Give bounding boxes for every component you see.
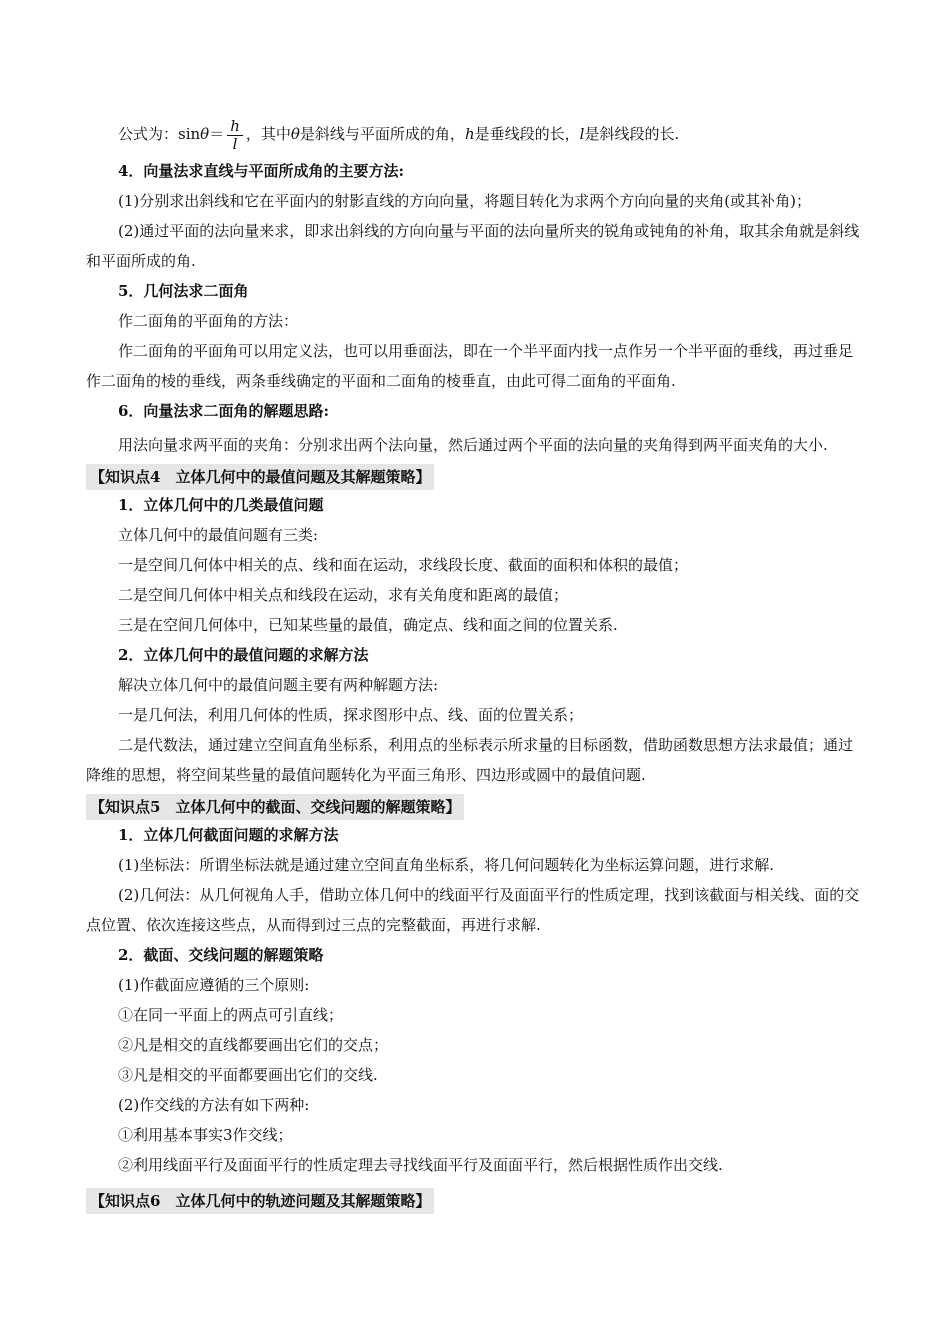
knowledge-point-6-title: 【知识点6 立体几何中的轨迹问题及其解题策略】 <box>86 1188 434 1214</box>
knowledge-point-6-title-bar <box>86 1184 866 1214</box>
kp4-line-6: 一是几何法，利用几何体的性质，探求图形中点、线、面的位置关系； <box>118 706 584 724</box>
sine-formula-line: 公式为：sinθ＝ $\frac{h}{l}$ ，其中θ是斜线与平面所成的角，h是垂线段的长，l是斜线段的长. <box>118 116 680 153</box>
kp4-line-2: 一是空间几何体中相关的点、线和面在运动，求线段长度、截面的面积和体积的最值； <box>118 556 689 574</box>
kp4-heading-1: 1．立体几何中的几类最值问题 <box>118 496 324 514</box>
section-4-heading: 4．向量法求直线与平面所成角的主要方法: <box>118 162 404 180</box>
section-4-para-1: (1)分别求出斜线和它在平面内的射影直线的方向向量，将题目转化为求两个方向向量的夹角(或其补角)； <box>118 192 811 210</box>
kp5-heading-1: 1．立体几何截面问题的求解方法 <box>118 826 339 844</box>
knowledge-point-4-title: 【知识点4 立体几何中的最值问题及其解题策略】 <box>86 464 434 490</box>
section-5-heading: 5．几何法求二面角 <box>118 282 249 300</box>
kp5-line-6: ③凡是相交的平面都要画出它们的交线. <box>118 1066 378 1084</box>
kp5-para-2: (2)几何法：从几何视角人手，借助立体几何中的线面平行及面面平行的性质定理，找到该截面与相关线、面的交点位置、依次连接这些点，从而得到过三点的完整截面，再进行求解. <box>86 886 860 934</box>
kp5-line-9: ②利用线面平行及面面平行的性质定理去寻找线面平行及面面平行，然后根据性质作出交线. <box>118 1156 723 1174</box>
knowledge-point-4-title-bar <box>86 460 866 490</box>
kp5-heading-2: 2．截面、交线问题的解题策略 <box>118 946 324 964</box>
kp4-heading-2: 2．立体几何中的最值问题的求解方法 <box>118 646 369 664</box>
section-6-heading: 6．向量法求二面角的解题思路: <box>118 402 329 420</box>
knowledge-point-5-title: 【知识点5 立体几何中的截面、交线问题的解题策略】 <box>86 794 464 820</box>
kp4-line-3: 二是空间几何体中相关点和线段在运动，求有关角度和距离的最值； <box>118 586 569 604</box>
h-over-l-fraction: $\frac{h}{l}$ <box>227 118 243 153</box>
kp5-line-5: ②凡是相交的直线都要画出它们的交点； <box>118 1036 389 1054</box>
kp4-line-1: 立体几何中的最值问题有三类: <box>118 526 319 544</box>
kp4-line-4: 三是在空间几何体中，已知某些量的最值，确定点、线和面之间的位置关系. <box>118 616 618 634</box>
kp5-line-7: (2)作交线的方法有如下两种: <box>118 1096 310 1114</box>
section-5-para-2: 作二面角的平面角可以用定义法，也可以用垂面法，即在一个半平面内找一点作另一个半平面的垂线，再过垂足作二面角的棱的垂线，两条垂线确定的平面和二面角的棱垂直，由此可得二面角的平面角. <box>86 342 854 390</box>
section-5-line-1: 作二面角的平面角的方法： <box>118 312 299 330</box>
kp5-line-3: (1)作截面应遵循的三个原则: <box>118 976 310 994</box>
kp5-line-1: (1)坐标法：所谓坐标法就是通过建立空间直角坐标系，将几何问题转化为坐标运算问题，进行求解. <box>118 856 775 874</box>
kp5-line-8: ①利用基本事实3作交线； <box>118 1126 293 1144</box>
kp5-line-4: ①在同一平面上的两点可引直线； <box>118 1006 344 1024</box>
knowledge-point-5-title-bar <box>86 790 866 820</box>
kp4-line-5: 解决立体几何中的最值问题主要有两种解题方法: <box>118 676 439 694</box>
kp4-para-7: 二是代数法，通过建立空间直角坐标系，利用点的坐标表示所求量的目标函数，借助函数思想方法求最值；通过降维的思想，将空间某些量的最值问题转化为平面三角形、四边形或圆中的最值问题. <box>86 736 854 784</box>
document-page <box>86 112 866 1214</box>
section-4-para-2: (2)通过平面的法向量来求，即求出斜线的方向向量与平面的法向量所夹的锐角或钝角的补角，取其余角就是斜线和平面所成的角. <box>86 222 860 270</box>
section-6-para-1: 用法向量求两平面的夹角：分别求出两个法向量，然后通过两个平面的法向量的夹角得到两平面夹角的大小. <box>118 436 828 454</box>
